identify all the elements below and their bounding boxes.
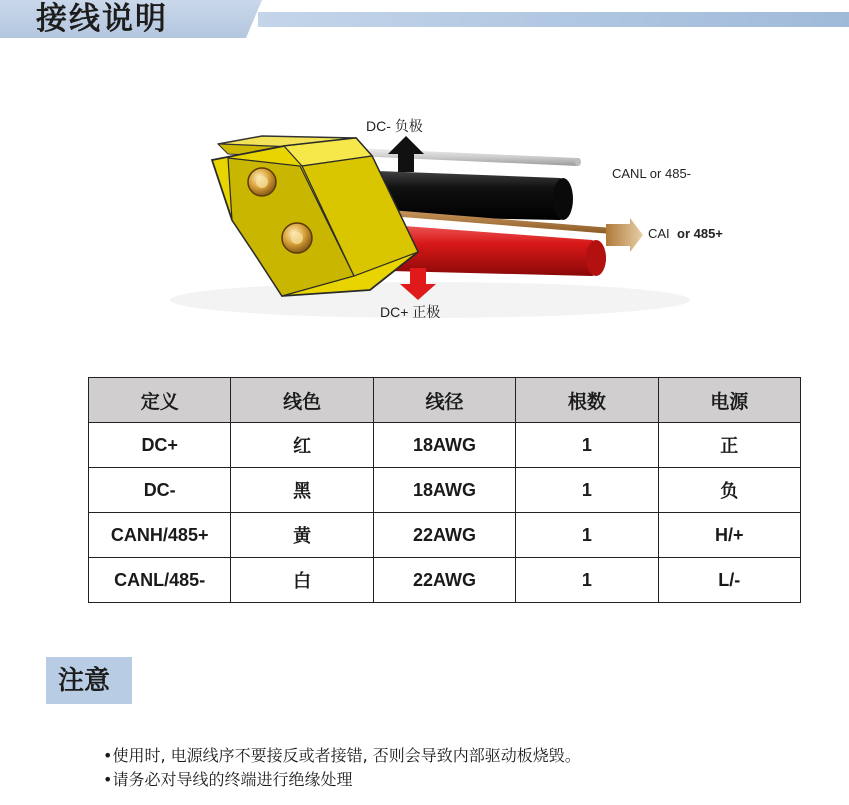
cell-power: H/+ (658, 513, 800, 558)
page-title: 接线说明 (36, 1, 168, 37)
cell-wire-gauge: 18AWG (373, 468, 515, 513)
column-header: 线色 (231, 378, 373, 423)
list-item: •使用时, 电源线序不要接反或者接错, 否则会导致内部驱动板烧毁。 (103, 746, 581, 765)
canh-label-prefix: CAI (648, 226, 670, 241)
table-row (89, 468, 801, 513)
notes-list (103, 744, 581, 792)
cell-count: 1 (516, 558, 658, 603)
column-header: 定义 (89, 378, 231, 423)
table-row (89, 513, 801, 558)
cell-count: 1 (516, 513, 658, 558)
table-row (89, 558, 801, 603)
cell-power: L/- (658, 558, 800, 603)
dc-minus-label: DC- 负极 (366, 118, 423, 134)
connector-diagram (0, 100, 849, 340)
cell-wire-color: 红 (231, 423, 373, 468)
list-item: •请务必对导线的终端进行绝缘处理 (103, 770, 353, 789)
dc-plus-label: DC+ 正极 (380, 304, 441, 320)
cell-power: 负 (658, 468, 800, 513)
cell-definition: CANL/485- (89, 558, 231, 603)
cell-definition: DC- (89, 468, 231, 513)
cell-power: 正 (658, 423, 800, 468)
cell-wire-color: 白 (231, 558, 373, 603)
red-wire-end (586, 240, 606, 276)
dc-minus-arrow (388, 136, 424, 172)
cell-definition: CANH/485+ (89, 513, 231, 558)
table-header-row (89, 378, 801, 423)
column-header: 线径 (373, 378, 515, 423)
cell-wire-color: 黄 (231, 513, 373, 558)
canh-label-suffix: or 485+ (677, 226, 723, 241)
column-header: 电源 (658, 378, 800, 423)
pin-top-highlight (256, 176, 268, 188)
cell-count: 1 (516, 468, 658, 513)
wiring-spec-table (88, 377, 801, 603)
column-header: 根数 (516, 378, 658, 423)
cell-wire-color: 黑 (231, 468, 373, 513)
cell-wire-gauge: 22AWG (373, 558, 515, 603)
canl-label: CANL or 485- (612, 166, 691, 181)
notes-heading: 注意 (58, 666, 111, 696)
cell-count: 1 (516, 423, 658, 468)
cell-wire-gauge: 18AWG (373, 423, 515, 468)
white-wire-end (575, 158, 581, 166)
table-row (89, 423, 801, 468)
canh-arrow (606, 218, 643, 252)
pin-bottom-highlight (291, 232, 303, 244)
cell-definition: DC+ (89, 423, 231, 468)
black-wire-end (553, 178, 573, 220)
cell-wire-gauge: 22AWG (373, 513, 515, 558)
header-stripe (258, 12, 849, 27)
